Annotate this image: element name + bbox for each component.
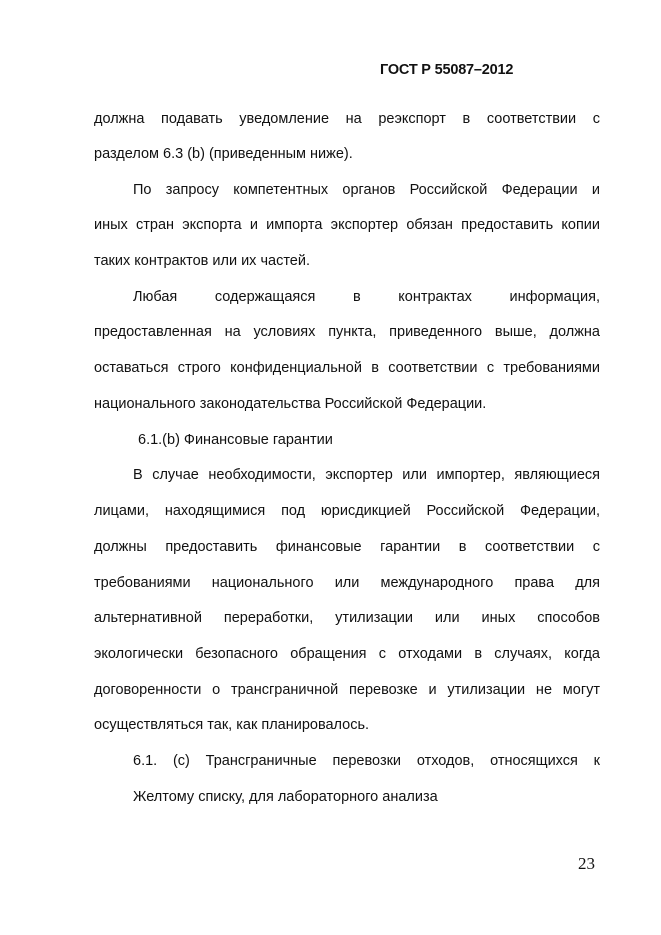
- text-line: По запросу компетентных органов Российской Федерации и: [133, 182, 600, 198]
- document-header: ГОСТ Р 55087–2012: [380, 62, 514, 78]
- text-line: договоренности о трансграничной перевозке и утилизации не могут: [94, 682, 600, 698]
- text-line: иных стран экспорта и импорта экспортер обязан предоставить копии: [94, 217, 600, 233]
- section-heading-continuation: Желтому списку, для лабораторного анализа: [133, 789, 438, 805]
- text-line: оставаться строго конфиденциальной в соответствии с требованиями: [94, 360, 600, 376]
- text-line: предоставленная на условиях пункта, приведенного выше, должна: [94, 324, 600, 340]
- text-line: национального законодательства Российской Федерации.: [94, 396, 487, 412]
- text-line: В случае необходимости, экспортер или импортер, являющиеся: [133, 467, 600, 483]
- text-line: должны предоставить финансовые гарантии в соответствии с: [94, 539, 600, 555]
- text-line: должна подавать уведомление на реэкспорт в соответствии с: [94, 111, 600, 127]
- page-number: 23: [578, 854, 595, 873]
- text-line: Любая содержащаяся в контрактах информация,: [133, 289, 600, 305]
- text-line: осуществляться так, как планировалось.: [94, 717, 370, 733]
- text-line: разделом 6.3 (b) (приведенным ниже).: [94, 146, 353, 162]
- section-heading: 6.1. (c) Трансграничные перевозки отходов, относящихся к: [133, 753, 600, 769]
- text-line: альтернативной переработки, утилизации или иных способов: [94, 610, 600, 626]
- text-line: экологически безопасного обращения с отходами в случаях, когда: [94, 646, 600, 662]
- text-line: таких контрактов или их частей.: [94, 253, 310, 269]
- section-heading: 6.1.(b) Финансовые гарантии: [138, 432, 333, 448]
- text-line: лицами, находящимися под юрисдикцией Российской Федерации,: [94, 503, 600, 519]
- text-line: требованиями национального или международного права для: [94, 575, 600, 591]
